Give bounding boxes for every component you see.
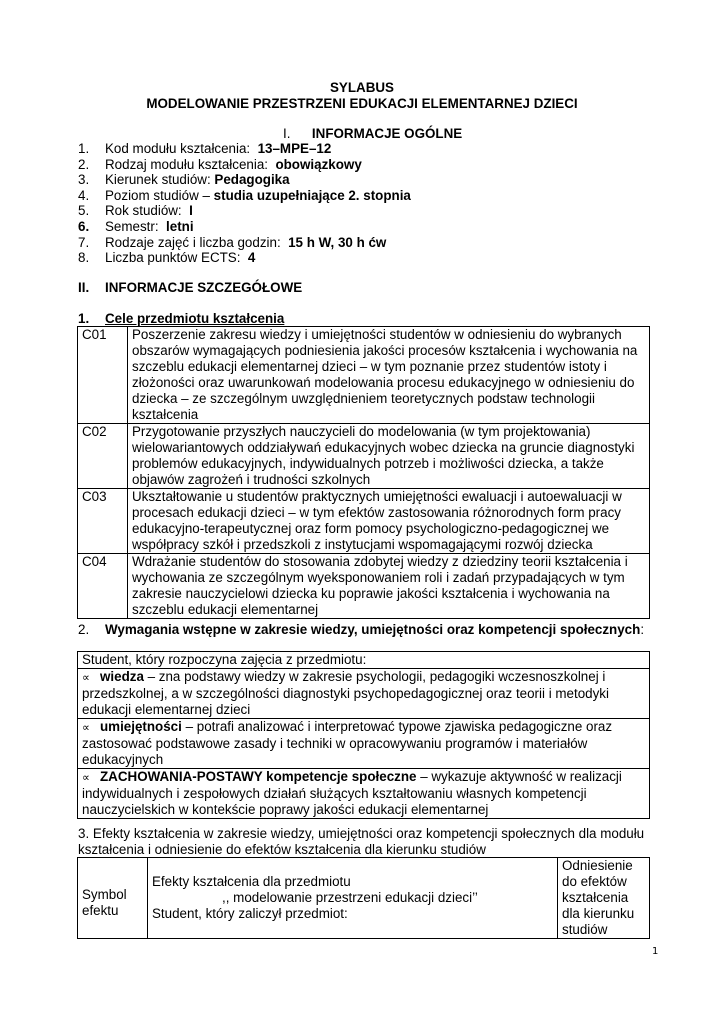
reference-header-line: Odniesienie — [562, 858, 633, 873]
goal-description-line: objawów zagrożeń i trudności szkolnych — [132, 472, 371, 487]
goal-description-line: obszarów wymagających podniesienia jakości procesów kształcenia i wychowania na — [132, 343, 638, 358]
goal-description-line: Ukształtowanie u studentów praktycznych umiejętności ewaluacji i autoewaluacji w — [132, 489, 622, 504]
outcomes-header-line: ,, modelowanie przestrzeni edukacji dzieci’’ — [222, 890, 478, 905]
outcomes-heading-line-2: kształcenia i odniesienie do efektów kształcenia dla kierunku studiów — [78, 842, 486, 857]
goal-code: C04 — [78, 554, 128, 619]
requirement-key: wiedza — [100, 669, 144, 684]
goal-description-line: współpracy szkół i przedszkoli z instytucjami wspomagającymi rozwój dziecka — [132, 537, 593, 552]
info-item-value: obowiązkowy — [275, 156, 362, 172]
goal-description-line: szczeblu edukacji elementarnej — [132, 602, 319, 617]
requirement-key: ZACHOWANIA-POSTAWY kompetencje społeczne — [100, 769, 417, 784]
symbol-header — [78, 858, 148, 939]
reference-header — [558, 858, 650, 939]
outcomes-table — [77, 857, 650, 939]
info-item — [78, 219, 194, 235]
requirements-heading — [78, 622, 644, 637]
requirements-intro: Student, który rozpoczyna zajęcia z przedmiotu: — [78, 652, 650, 669]
info-item — [78, 157, 362, 173]
goal-description-line: problemów edukacyjnych, indywidualnych potrzeb i możliwości dziecka, a także — [132, 456, 604, 471]
goal-description-line: kształcenia — [132, 407, 199, 422]
info-item-value: 15 h W, 30 h ćw — [288, 234, 387, 250]
symbol-header-line: Symbol — [82, 887, 127, 902]
requirement-row — [78, 669, 650, 719]
goal-description-line: Poszerzenie zakresu wiedzy i umiejętności studentów w odniesieniu do wybranych — [132, 327, 622, 342]
info-item-number: 8. — [78, 250, 90, 266]
page-number: 1 — [652, 946, 659, 957]
goal-description-line: szczeblu edukacji elementarnej dzieci – w tym poznanie przez studentów istoty i — [132, 359, 607, 374]
symbol-header-line: efektu — [82, 903, 119, 918]
goal-description-line: dziecka – ze szczególnym uwzględnieniem teoretycznych podstaw technologii — [132, 391, 595, 406]
section-1-title: INFORMACJE OGÓLNE — [311, 126, 463, 141]
goals-table — [77, 326, 650, 619]
requirement-line: indywidualnych i zespołowych działań służących kształtowaniu własnych kompetencji — [82, 786, 587, 801]
outcomes-heading-line-1: 3. Efekty kształcenia w zakresie wiedzy, umiejętności oraz kompetencji społecznych dla modułu — [78, 826, 645, 841]
goals-title: Cele przedmiotu kształcenia — [105, 311, 285, 326]
info-item-label: Liczba punktów ECTS: — [105, 250, 248, 266]
document-title: SYLABUS — [330, 80, 394, 95]
requirement-row — [78, 769, 650, 819]
reference-header-line: do efektów — [562, 874, 627, 889]
info-item-number: 5. — [78, 203, 90, 219]
bullet-icon: ∝ — [82, 772, 90, 784]
requirement-text: – zna podstawy wiedzy w zakresie psychologii, pedagogiki wczesnoszkolnej i — [143, 669, 606, 684]
goal-description-line: procesach edukacji dzieci – w tym efektów zastosowania różnorodnych form pracy — [132, 505, 621, 520]
goal-description-line: wielowariantowych oddziaływań edukacyjnych wobec dziecka na gruncie diagnostyki — [132, 440, 635, 455]
info-item-number: 2. — [78, 156, 90, 172]
info-item-label: Kierunek studiów: — [105, 172, 215, 188]
requirement-cell — [78, 669, 650, 719]
document-subtitle: MODELOWANIE PRZESTRZENI EDUKACJI ELEMENTARNEJ DZIECI — [146, 96, 578, 111]
info-item-value: letni — [166, 219, 194, 234]
section-1-heading — [283, 126, 462, 141]
goal-description-line: zakresie nauczycielowi dziecka ku poprawie jakości kształcenia i wychowania na — [132, 586, 610, 601]
info-item — [78, 141, 331, 157]
goal-code: C02 — [78, 424, 128, 489]
requirement-cell — [78, 719, 650, 769]
section-2-numeral: II. — [78, 280, 90, 295]
goal-description-line: złożoności oraz uwarunkowań modelowania procesu edukacyjnego w odniesieniu do — [132, 375, 635, 390]
reference-header-line: dla kierunku — [562, 906, 635, 921]
outcomes-header-line: Efekty kształcenia dla przedmiotu — [152, 874, 351, 889]
requirement-line: nauczycielskich w kontekście poprawy jakości edukacji elementarnej — [82, 802, 489, 817]
info-item — [78, 172, 290, 188]
requirements-title: Wymagania wstępne w zakresie wiedzy, umiejętności oraz kompetencji społecznych — [105, 622, 641, 637]
info-item — [78, 250, 255, 266]
bullet-icon: ∝ — [82, 672, 90, 684]
reference-header-line: kształcenia — [562, 890, 629, 905]
info-item — [78, 203, 193, 219]
goal-description — [128, 424, 650, 489]
info-item-label: Rodzaj modułu kształcenia: — [105, 156, 276, 172]
goal-description — [128, 554, 650, 619]
info-item-value: 13–MPE–12 — [257, 141, 332, 156]
requirement-text: – potrafi analizować i interpretować typowe zjawiska pedagogiczne oraz — [181, 719, 613, 734]
requirements-number: 2. — [78, 622, 90, 637]
info-item — [78, 235, 386, 251]
outcomes-header-line: Student, który zaliczył przedmiot: — [152, 906, 348, 921]
requirement-line: edukacji elementarnej dzieci — [82, 702, 251, 717]
reference-header-line: studiów — [562, 922, 608, 937]
bullet-icon: ∝ — [82, 722, 90, 734]
info-item — [78, 188, 411, 204]
info-item-number: 7. — [78, 234, 90, 250]
goal-description — [128, 489, 650, 554]
requirement-text: – wykazuje aktywność w realizacji — [416, 769, 622, 784]
info-item-number: 1. — [78, 141, 90, 156]
requirements-intro-row — [78, 652, 650, 669]
info-item-label: Rodzaje zajęć i liczba godzin: — [105, 234, 289, 250]
requirement-line: zastosować podstawowe zasady i techniki w opracowywaniu programów i materiałów — [82, 736, 588, 751]
goal-row — [78, 424, 650, 489]
goal-row — [78, 554, 650, 619]
goal-code: C01 — [78, 327, 128, 424]
requirement-line: edukacyjnych — [82, 752, 164, 767]
goal-description-line: edukacyjno-terapeutycznej oraz form pomocy psychologiczno-pedagogicznej we — [132, 521, 610, 536]
outcomes-header — [148, 858, 558, 939]
goal-row — [78, 327, 650, 424]
goal-description-line: wychowania ze szczególnym wyeksponowaniem roli i zadań przypadających w tym — [132, 570, 625, 585]
info-item-label: Kod modułu kształcenia: — [105, 141, 258, 156]
requirement-cell — [78, 769, 650, 819]
info-item-value: 4 — [247, 250, 256, 266]
info-item-label: Poziom studiów – — [105, 187, 214, 203]
section-1-numeral: I. — [283, 126, 291, 141]
info-item-value: I — [189, 203, 193, 219]
goals-heading — [78, 311, 284, 326]
info-item-value: Pedagogika — [214, 172, 290, 188]
goal-row — [78, 489, 650, 554]
requirement-row — [78, 719, 650, 769]
info-item-number: 3. — [78, 172, 90, 188]
requirements-colon: : — [640, 622, 645, 637]
goal-description-line: Wdrażanie studentów do stosowania zdobytej wiedzy z dziedziny teorii kształcenia i — [132, 554, 628, 569]
info-item-number: 4. — [78, 187, 90, 203]
goal-description — [128, 327, 650, 424]
info-item-number: 6. — [78, 219, 90, 234]
info-item-label: Semestr: — [105, 219, 167, 234]
section-2-title: INFORMACJE SZCZEGÓŁOWE — [105, 280, 303, 295]
requirements-table — [77, 651, 650, 819]
info-item-value: studia uzupełniające 2. stopnia — [213, 187, 411, 203]
requirement-key: umiejętności — [100, 719, 182, 734]
goal-code: C03 — [78, 489, 128, 554]
goal-description-line: Przygotowanie przyszłych nauczycieli do modelowania (w tym projektowania) — [132, 424, 591, 439]
section-2-heading — [78, 280, 302, 295]
info-item-label: Rok studiów: — [105, 203, 190, 219]
requirement-line: przedszkolnej, a w szczególności diagnostyki psychopedagogicznej oraz teorii i metodyki — [82, 686, 609, 701]
outcomes-header-row — [78, 858, 650, 939]
goals-number: 1. — [78, 311, 90, 326]
